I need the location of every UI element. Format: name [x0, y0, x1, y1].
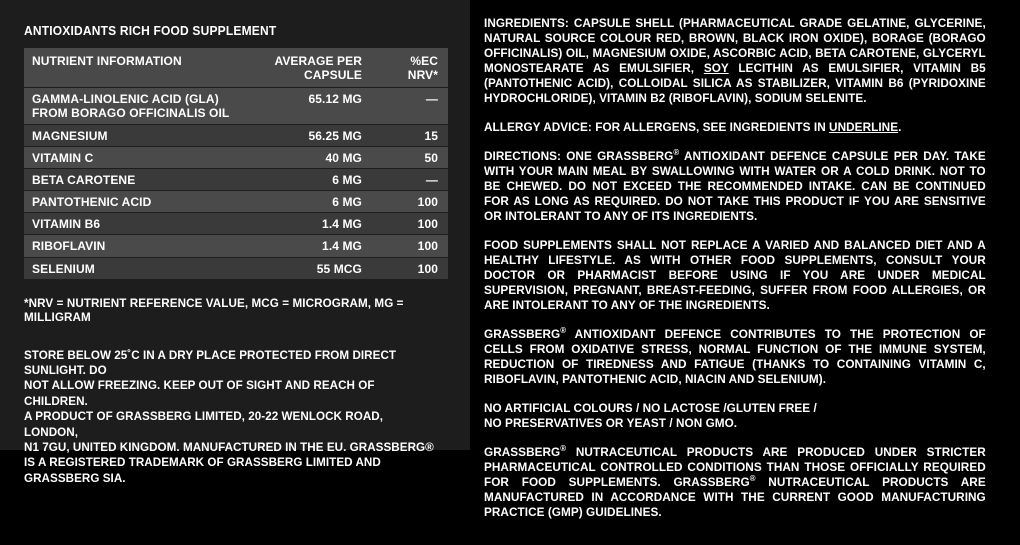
cell-amount: 56.25 MG: [242, 124, 370, 146]
registered-mark-icon: ®: [560, 326, 567, 335]
cell-nutrient: VITAMIN C: [24, 146, 242, 168]
table-body: [24, 88, 448, 279]
table-row: [24, 191, 448, 213]
quality-text-1: NUTRACEUTICAL PRODUCTS ARE PRODUCED UNDER STRICTER PHARMACEUTICAL CONTROLLED CONDITIONS THAN THOSE OFFICIALLY REQUIRED FOR FOOD SUPPLEMENTS. GRASSBERG: [484, 445, 986, 489]
cell-amount: 1.4 MG: [242, 213, 370, 235]
cell-nutrient: BETA CAROTENE: [24, 168, 242, 190]
cell-nrv: —: [370, 168, 448, 190]
cell-nrv: 100: [370, 191, 448, 213]
storage-and-address: [24, 348, 435, 486]
cell-nrv: 100: [370, 235, 448, 257]
registered-mark-icon: ®: [673, 148, 680, 157]
nutrition-table: [24, 48, 448, 280]
directions-text-1: ONE GRASSBERG: [560, 149, 674, 163]
table-row: [24, 88, 448, 124]
cell-nrv: —: [370, 88, 448, 124]
ingredients-block: [484, 16, 986, 106]
registered-mark-icon: ®: [749, 474, 756, 483]
table-row: [24, 168, 448, 190]
information-panel: [484, 0, 1008, 545]
column-header-amount: AVERAGE PER CAPSULE: [242, 48, 370, 88]
cell-nrv: 100: [370, 213, 448, 235]
ingredients-text-after-soy: LECITHIN AS EMULSIFIER, VITAMIN B5 (PANTOTHENIC ACID), COLLOIDAL SILICA AS STABILIZER, VITAMIN B6 (PYRIDOXINE HYDROCHLORIDE), VITAMIN B2 (RIBOFLAVIN), SODIUM SELENITE.: [484, 61, 986, 105]
table-header-row: [24, 48, 448, 88]
ingredients-allergen-soy: SOY: [703, 61, 729, 75]
table-row: [24, 124, 448, 146]
allergy-advice-block: [484, 120, 986, 135]
ingredients-label: INGREDIENTS:: [484, 16, 569, 30]
benefits-block: [484, 327, 986, 387]
cell-nutrient: GAMMA-LINOLENIC ACID (GLA) FROM BORAGO OFFICINALIS OIL: [24, 88, 242, 124]
cell-amount: 6 MG: [242, 191, 370, 213]
cell-nutrient: VITAMIN B6: [24, 213, 242, 235]
storage-line-2: NOT ALLOW FREEZING. KEEP OUT OF SIGHT AND REACH OF CHILDREN.: [24, 378, 375, 408]
registered-mark-icon: ®: [560, 444, 567, 453]
ingredients-text-before-soy: CAPSULE SHELL (PHARMACEUTICAL GRADE GELATINE, GLYCERINE, NATURAL SOURCE COLOUR RED, BROWN, BLACK IRON OXIDE), BORAGE (BORAGO OFFICINALIS) OIL, MAGNESIUM OXIDE, ASCORBIC ACID, BETA CAROTENE, GLYCERYL MONOSTEARATE AS EMULSIFIER,: [484, 16, 986, 75]
claims-line-1: NO ARTIFICIAL COLOURS / NO LACTOSE /GLUTEN FREE /: [484, 401, 817, 415]
cell-nrv: 100: [370, 257, 448, 279]
cell-amount: 1.4 MG: [242, 235, 370, 257]
column-header-nrv: %EC NRV*: [370, 48, 448, 88]
cell-amount: 40 MG: [242, 146, 370, 168]
panel-title: ANTIOXIDANTS RICH FOOD SUPPLEMENT: [24, 24, 277, 38]
nutrition-panel: [0, 0, 470, 485]
claims-line-2: NO PRESERVATIVES OR YEAST / NON GMO.: [484, 416, 738, 430]
storage-line-3: A PRODUCT OF GRASSBERG LIMITED, 20-22 WENLOCK ROAD, LONDON,: [24, 409, 384, 439]
quality-brand-1: GRASSBERG: [484, 445, 561, 459]
allergy-label: ALLERGY ADVICE:: [484, 120, 592, 134]
column-header-nutrient: NUTRIENT INFORMATION: [24, 48, 242, 88]
disclaimer-block: FOOD SUPPLEMENTS SHALL NOT REPLACE A VARIED AND BALANCED DIET AND A HEALTHY LIFESTYLE. AS WITH OTHER FOOD SUPPLEMENTS, CONSULT YOUR DOCTOR OR PHARMACIST BEFORE USING IF YOU ARE UNDER MEDICAL SUPERVISION, PREGNANT, BREAST-FEEDING, SUFFER FROM FOOD ALLERGIES, OR ARE INTOLERANT TO ANY OF THE INGREDIENTS.: [484, 238, 986, 312]
cell-nutrient: MAGNESIUM: [24, 124, 242, 146]
cell-amount: 6 MG: [242, 168, 370, 190]
benefits-brand: GRASSBERG: [484, 327, 561, 341]
benefits-text: ANTIOXIDANT DEFENCE CONTRIBUTES TO THE PROTECTION OF CELLS FROM OXIDATIVE STRESS, NORMAL FUNCTION OF THE IMMUNE SYSTEM, REDUCTION OF TIREDNESS AND FATIGUE (THANKS TO CONTAINING VITAMIN C, RIBOFLAVIN, PANTOTHENIC ACID, NIACIN AND SELENIUM).: [484, 327, 986, 386]
cell-nutrient: SELENIUM: [24, 257, 242, 279]
directions-label: DIRECTIONS:: [484, 149, 561, 163]
storage-line-5: IS A REGISTERED TRADEMARK OF GRASSBERG LIMITED AND GRASSBERG SIA.: [24, 455, 381, 485]
nrv-footnote: *NRV = NUTRIENT REFERENCE VALUE, MCG = MICROGRAM, MG = MILLIGRAM: [24, 295, 404, 324]
table-row: [24, 213, 448, 235]
quality-text-2: NUTRACEUTICAL PRODUCTS ARE MANUFACTURED IN ACCORDANCE WITH THE CURRENT GOOD MANUFACTURING PRACTICE (GMP) GUIDELINES.: [484, 475, 986, 519]
allergy-text-before: FOR ALLERGENS, SEE INGREDIENTS IN: [591, 120, 830, 134]
directions-text-2: ANTIOXIDANT DEFENCE CAPSULE PER DAY. TAKE WITH YOUR MAIN MEAL BY SWALLOWING WITH WATER OR A COLD DRINK. NOT TO BE CHEWED. DO NOT EXCEED THE RECOMMENDED INTAKE. CAN BE CONTINUED FOR AS LONG AS REQUIRED. DO NOT TAKE THIS PRODUCT IF YOU ARE SENSITIVE OR INTOLERANT TO ANY OF ITS INGREDIENTS.: [484, 149, 986, 223]
allergy-underline-word: UNDERLINE: [829, 120, 899, 134]
allergy-text-after: .: [898, 120, 902, 134]
directions-block: [484, 149, 986, 224]
table-row: [24, 235, 448, 257]
cell-amount: 65.12 MG: [242, 88, 370, 124]
cell-amount: 55 MCG: [242, 257, 370, 279]
cell-nutrient: RIBOFLAVIN: [24, 235, 242, 257]
cell-nrv: 50: [370, 146, 448, 168]
cell-nutrient: PANTOTHENIC ACID: [24, 191, 242, 213]
table-row: [24, 257, 448, 279]
storage-line-4: N1 7GU, UNITED KINGDOM. MANUFACTURED IN THE EU. GRASSBERG®: [24, 439, 434, 454]
table-header: [24, 48, 448, 88]
claims-block: [484, 401, 986, 431]
storage-line-1: STORE BELOW 25˚C IN A DRY PLACE PROTECTED FROM DIRECT SUNLIGHT. DO: [24, 347, 397, 378]
table-row: [24, 146, 448, 168]
quality-block: [484, 445, 986, 520]
cell-nrv: 15: [370, 124, 448, 146]
